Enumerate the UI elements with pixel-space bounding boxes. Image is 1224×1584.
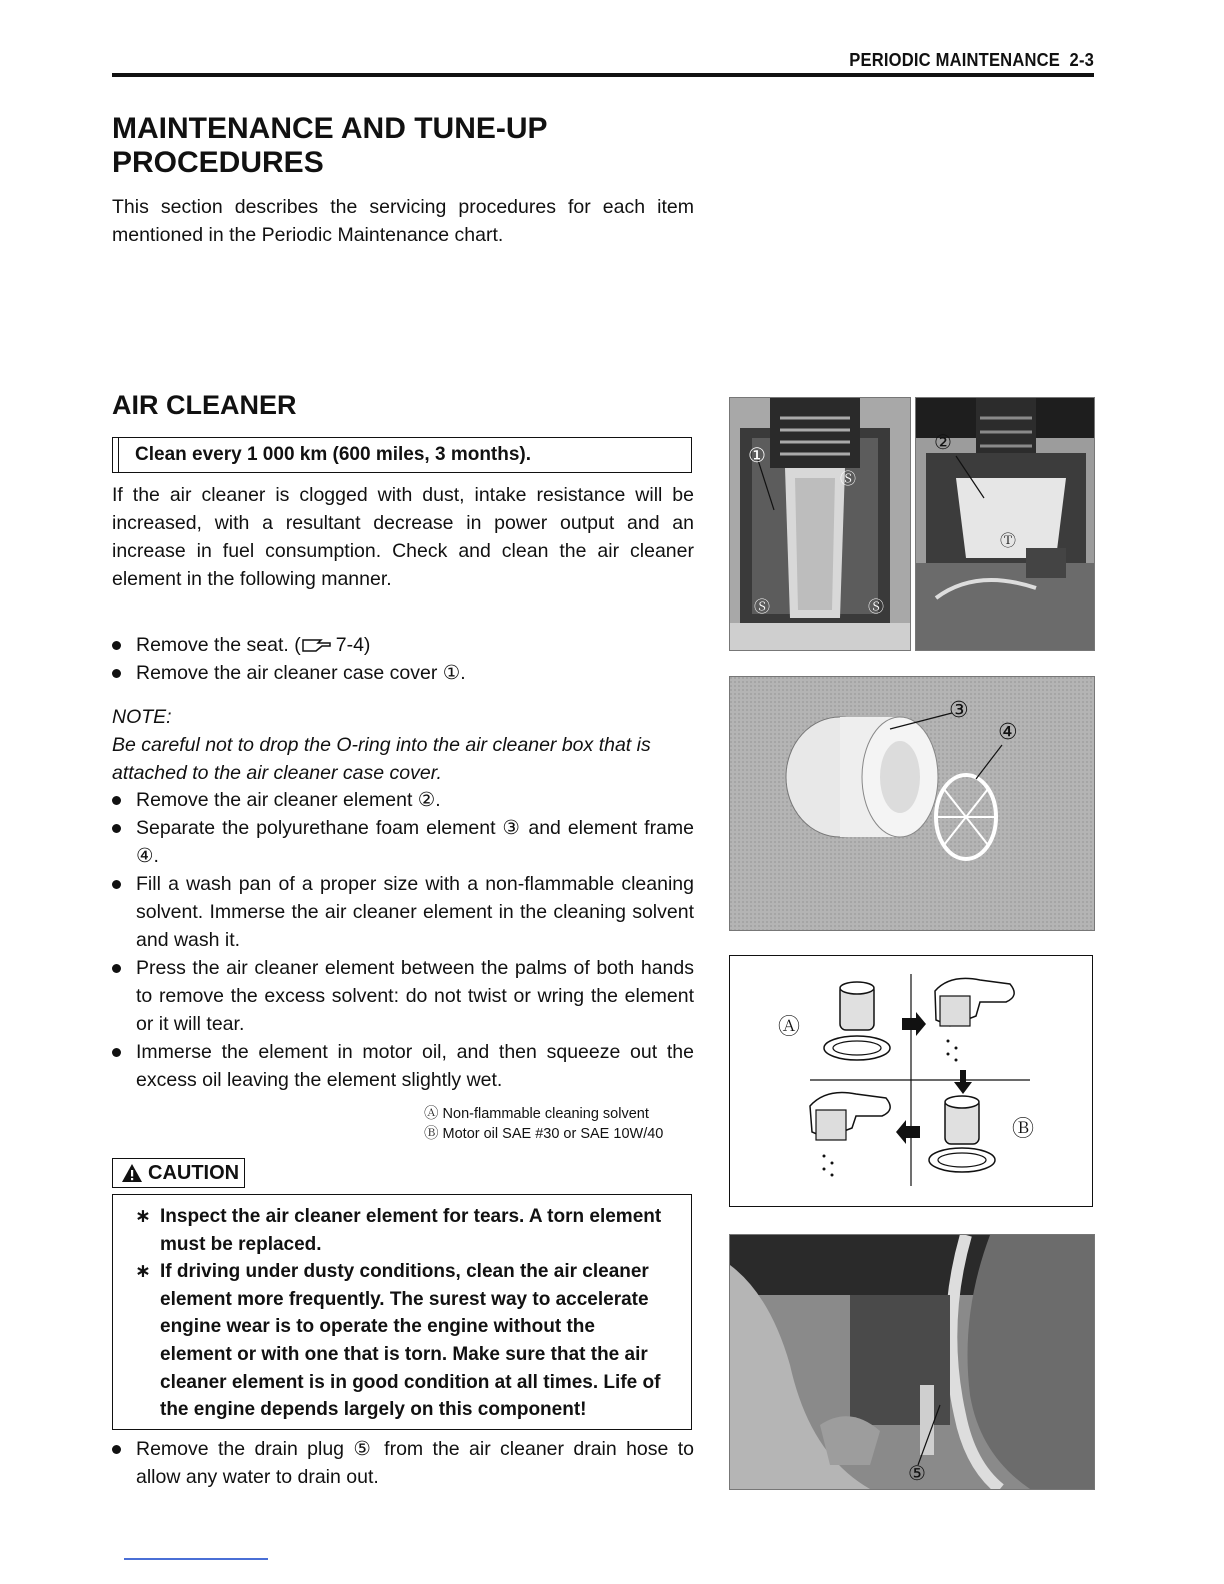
list-item: Remove the air cleaner case cover ①. (112, 659, 694, 687)
caution-item: ∗ Inspect the air cleaner element for tears. A torn element must be replaced. (135, 1206, 662, 1255)
steps-list-a (112, 631, 694, 687)
list-item: Fill a wash pan of a proper size with a non-flammable cleaning solvent. Immerse the air cleaner element in the cleaning solvent and wash it. (112, 870, 694, 954)
bottom-link-underline (124, 1558, 268, 1560)
note-label: NOTE: (112, 706, 172, 728)
diagram-cleaning-steps (729, 955, 1093, 1207)
callout-2: ② (934, 432, 952, 454)
bullet-icon (112, 1048, 121, 1057)
callout-3: ③ (949, 697, 969, 722)
callout-4: ④ (998, 719, 1018, 744)
callout-a: Ⓐ (778, 1014, 801, 1039)
reference-hand-icon (302, 637, 332, 653)
bullet-icon (112, 796, 121, 805)
interval-box (112, 437, 692, 473)
legend (424, 1104, 694, 1144)
caution-item: ∗ If driving under dusty conditions, clean the air cleaner element more frequently. The surest way to accelerate engine wear is to operate the engine without the element or with one that is torn. Make sure that the air cleaner element is in good condition at all times. Life of the engine depends largely on this component! (135, 1261, 661, 1421)
photo-element-in-case (915, 397, 1095, 651)
header-rule (112, 73, 1094, 77)
callout-s: Ⓢ (754, 599, 771, 616)
description-paragraph: If the air cleaner is clogged with dust, intake resistance will be increased, with a resultant decrease in power output and an increase in fuel consumption. Check and clean the air cleaner element in the following manner. (112, 484, 694, 590)
bullet-icon (112, 880, 121, 889)
legend-item-b: Ⓑ Motor oil SAE #30 or SAE 10W/40 (424, 1126, 664, 1142)
callout-1: ① (748, 445, 766, 467)
callout-b: Ⓑ (1012, 1116, 1035, 1141)
caution-label: CAUTION (112, 1158, 245, 1188)
photo-drain-plug (729, 1234, 1095, 1490)
page-title-line-2: PROCEDURES (112, 146, 324, 179)
list-item: Separate the polyurethane foam element ③ and element frame ④. (112, 814, 694, 870)
bullet-icon (112, 964, 121, 973)
header-section: PERIODIC MAINTENANCE (849, 50, 1060, 70)
caution-box (112, 1194, 692, 1430)
interval-text: Clean every 1 000 km (600 miles, 3 months). (135, 444, 532, 465)
callout-5: ⑤ (908, 1463, 926, 1485)
callout-s: Ⓢ (840, 471, 857, 488)
callout-t: Ⓣ (1000, 533, 1017, 550)
steps-list-b (112, 786, 694, 1094)
note-text: Be careful not to drop the O-ring into the air cleaner box that is attached to the air cleaner case cover. (112, 734, 651, 784)
bullet-icon (112, 669, 121, 678)
steps-list-c (112, 1435, 694, 1491)
photo-case-cover (729, 397, 911, 651)
list-item: Remove the drain plug ⑤ from the air cleaner drain hose to allow any water to drain out. (112, 1435, 694, 1491)
note-block (112, 703, 702, 787)
list-item: Remove the air cleaner element ②. (112, 786, 694, 814)
photo-foam-and-frame (729, 676, 1095, 931)
warning-triangle-icon (121, 1163, 143, 1183)
list-item: Immerse the element in motor oil, and then squeeze out the excess oil leaving the element slightly wet. (112, 1038, 694, 1094)
running-header (849, 50, 1094, 71)
intro-paragraph: This section describes the servicing procedures for each item mentioned in the Periodic Maintenance chart. (112, 196, 694, 246)
bullet-icon (112, 824, 121, 833)
section-heading: AIR CLEANER (112, 390, 297, 420)
bullet-icon (112, 1445, 121, 1454)
page-title (112, 112, 712, 180)
bullet-icon (112, 641, 121, 650)
header-page-number: 2-3 (1069, 50, 1094, 70)
page-title-line-1: MAINTENANCE AND TUNE-UP (112, 112, 548, 145)
list-item: Press the air cleaner element between the palms of both hands to remove the excess solvent: do not twist or wring the element or it will tear. (112, 954, 694, 1038)
callout-s: Ⓢ (868, 599, 885, 616)
list-item: Remove the seat. ( 7-4) (112, 631, 694, 659)
legend-item-a: Ⓐ Non-flammable cleaning solvent (424, 1106, 649, 1122)
